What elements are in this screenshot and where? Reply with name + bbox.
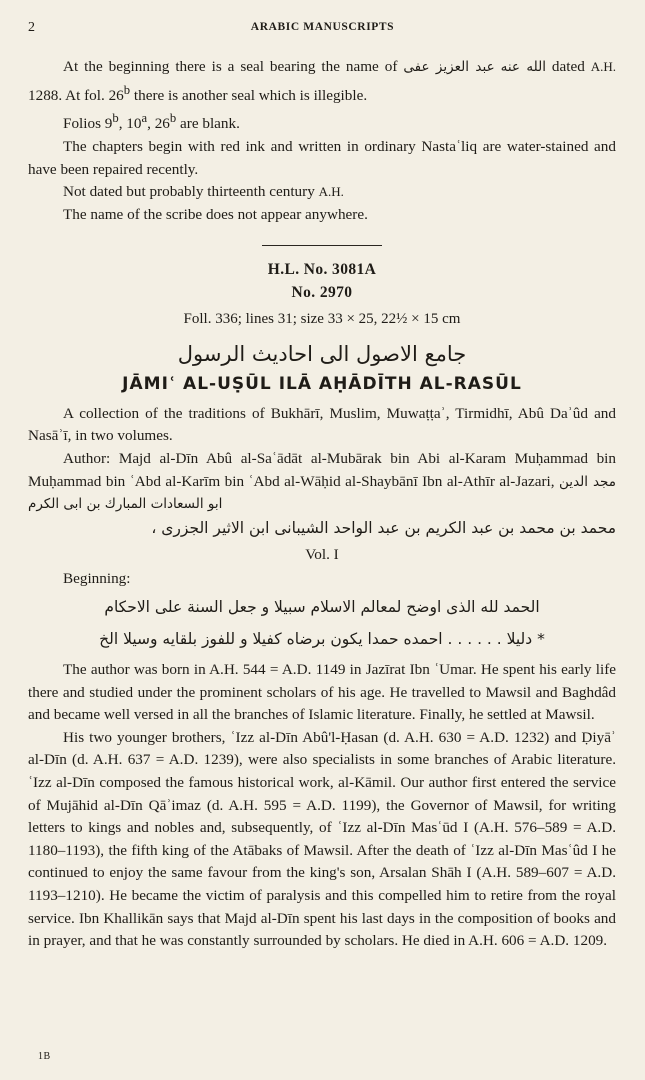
folios-paragraph (28, 107, 616, 136)
collection-paragraph: A collection of the traditions of Bukhārī, Muslim, Muwaṭṭaʾ, Tirmidhī, Abû Daʾûd and Nasāʾī, in two volumes. (28, 404, 616, 445)
signature-mark: 1B (38, 1051, 51, 1062)
seal-year-fol: 1288. At fol. 26 (28, 86, 124, 104)
seal-era: A.H. (590, 59, 617, 74)
dated-text: Not dated but probably thirteenth century (63, 183, 315, 201)
dated-paragraph (28, 181, 616, 204)
folio-fraction: ½ (396, 311, 408, 328)
biography-paragraph-1: The author was born in A.H. 544 = A.D. 1149 in Jazīrat Ibn ʿUmar. He spent his early life there and studied under the prominent scholars of his age. He travelled to Mawsil and Baghdâd and became well versed in all the branches of Islamic literature. Finally, he settled at Mawsil. (28, 661, 616, 724)
beginning-arabic-line-2: * دليلا . . . . . . احمده حمدا يكون برضاه كفيلا و للفوز بلقايه وسيلا الخ (99, 630, 545, 649)
page-number: 2 (28, 20, 35, 35)
folio-details-end: × 15 cm (407, 311, 461, 328)
seal-arabic-name-cont: الله عنه (500, 59, 546, 75)
chapters-paragraph: The chapters begin with red ink and written in ordinary Nastaʿliq are water-stained and have been repaired recently. (28, 137, 616, 178)
folios-text-c: , 26 (147, 115, 170, 133)
beginning-arabic-line-1: الحمد لله الذى اوضح لمعالم الاسلام سبيلا و جعل السنة على الاحكام (104, 598, 540, 617)
section-divider (262, 245, 382, 246)
folios-text-d: are blank. (176, 115, 240, 133)
author-text: Author: Majd al-Dīn Abû al-Saʿādāt al-Mubārak bin Abi al-Karam Muḥammad bin Muḥammad bin ʿAbd al-Karīm bin ʿAbd al-Wāḥid al-Shaybānī Ibn al-Athīr al-Jazari, (28, 450, 616, 490)
page-header (28, 20, 617, 38)
folios-sup-3: b (169, 111, 177, 126)
biography-paragraph-2: His two younger brothers, ʿIzz al-Dīn Abû'l-Ḥasan (d. A.H. 630 = A.D. 1232) and Ḍiyāʾ al-Dīn (d. A.H. 637 = A.D. 1239), were also specialists in some branches of Arabic literature. ʿIzz al-Dīn composed the famous historical work, al-Kāmil. Our author first entered the service of Mujāhid al-Dīn Qāʾimaz (d. A.H. 595 = A.D. 1199), the Governor of Mawsil, for writing letters to kings and nobles and, subsequently, of ʿIzz al-Dīn Masʿūd I (A.H. 576–589 = A.D. 1180–1193), the fifth king of the Atābaks of Mawsil. After the death of ʿIzz al-Dīn Masʿûd I he continued to enjoy the same favour from the king's son, Arsalan Shāh I (A.H. 589–607 = A.D. 1193–1210). He became the victim of paralysis and this compelled him to retire from the royal service. Ibn Khallikān says that Majd al-Dīn spent his last days in the composition of books and in prayer, and that he was constantly surrounded by scholars. He died in A.H. 606 = A.D. 1209. (28, 728, 616, 950)
dated-era: A.H. (318, 184, 344, 200)
folios-text-a: Folios 9 (63, 115, 113, 133)
seal-paragraph (28, 56, 616, 107)
beginning-label: Beginning: (63, 570, 131, 588)
page-body (28, 56, 616, 953)
scribe-paragraph: The name of the scribe does not appear anywhere. (63, 205, 368, 223)
seal-arabic-name: عبد العزيز عفى (403, 59, 495, 75)
folio-details (28, 308, 616, 331)
folios-sup-2: a (141, 111, 148, 126)
folio-details-text: Foll. 336; lines 31; size 33 × 25, 22 (183, 311, 397, 328)
catalogue-number: No. 2970 (291, 284, 353, 302)
seal-dated-label: dated (551, 58, 585, 75)
seal-fol-superscript: b (123, 82, 131, 97)
folios-sup-1: b (112, 111, 119, 126)
seal-illegible-text: there is another seal which is illegible. (130, 86, 368, 104)
title-arabic: جامع الاصول الى احاديث الرسول (177, 341, 467, 366)
author-arabic-2: محمد بن محمد بن عبد الكريم بن عبد الواحد الشيبانى ابن الاثير الجزرى ، (151, 518, 616, 537)
running-title: ARABIC MANUSCRIPTS (250, 21, 395, 33)
seal-text: At the beginning there is a seal bearing the name of (63, 58, 398, 75)
author-paragraph (28, 448, 616, 516)
folios-text-b: , 10 (118, 115, 142, 133)
volume-label: Vol. I (305, 545, 339, 563)
author-arabic-1: مجد الدين ابو السعادات المبارك بن ابى الكرم (28, 473, 616, 513)
hl-number: H.L. No. 3081A (267, 261, 377, 279)
title-transliterated: JĀMIʿ AL-UṢŪL ILĀ AḤĀDĪTH AL-RASŪL (122, 373, 522, 394)
